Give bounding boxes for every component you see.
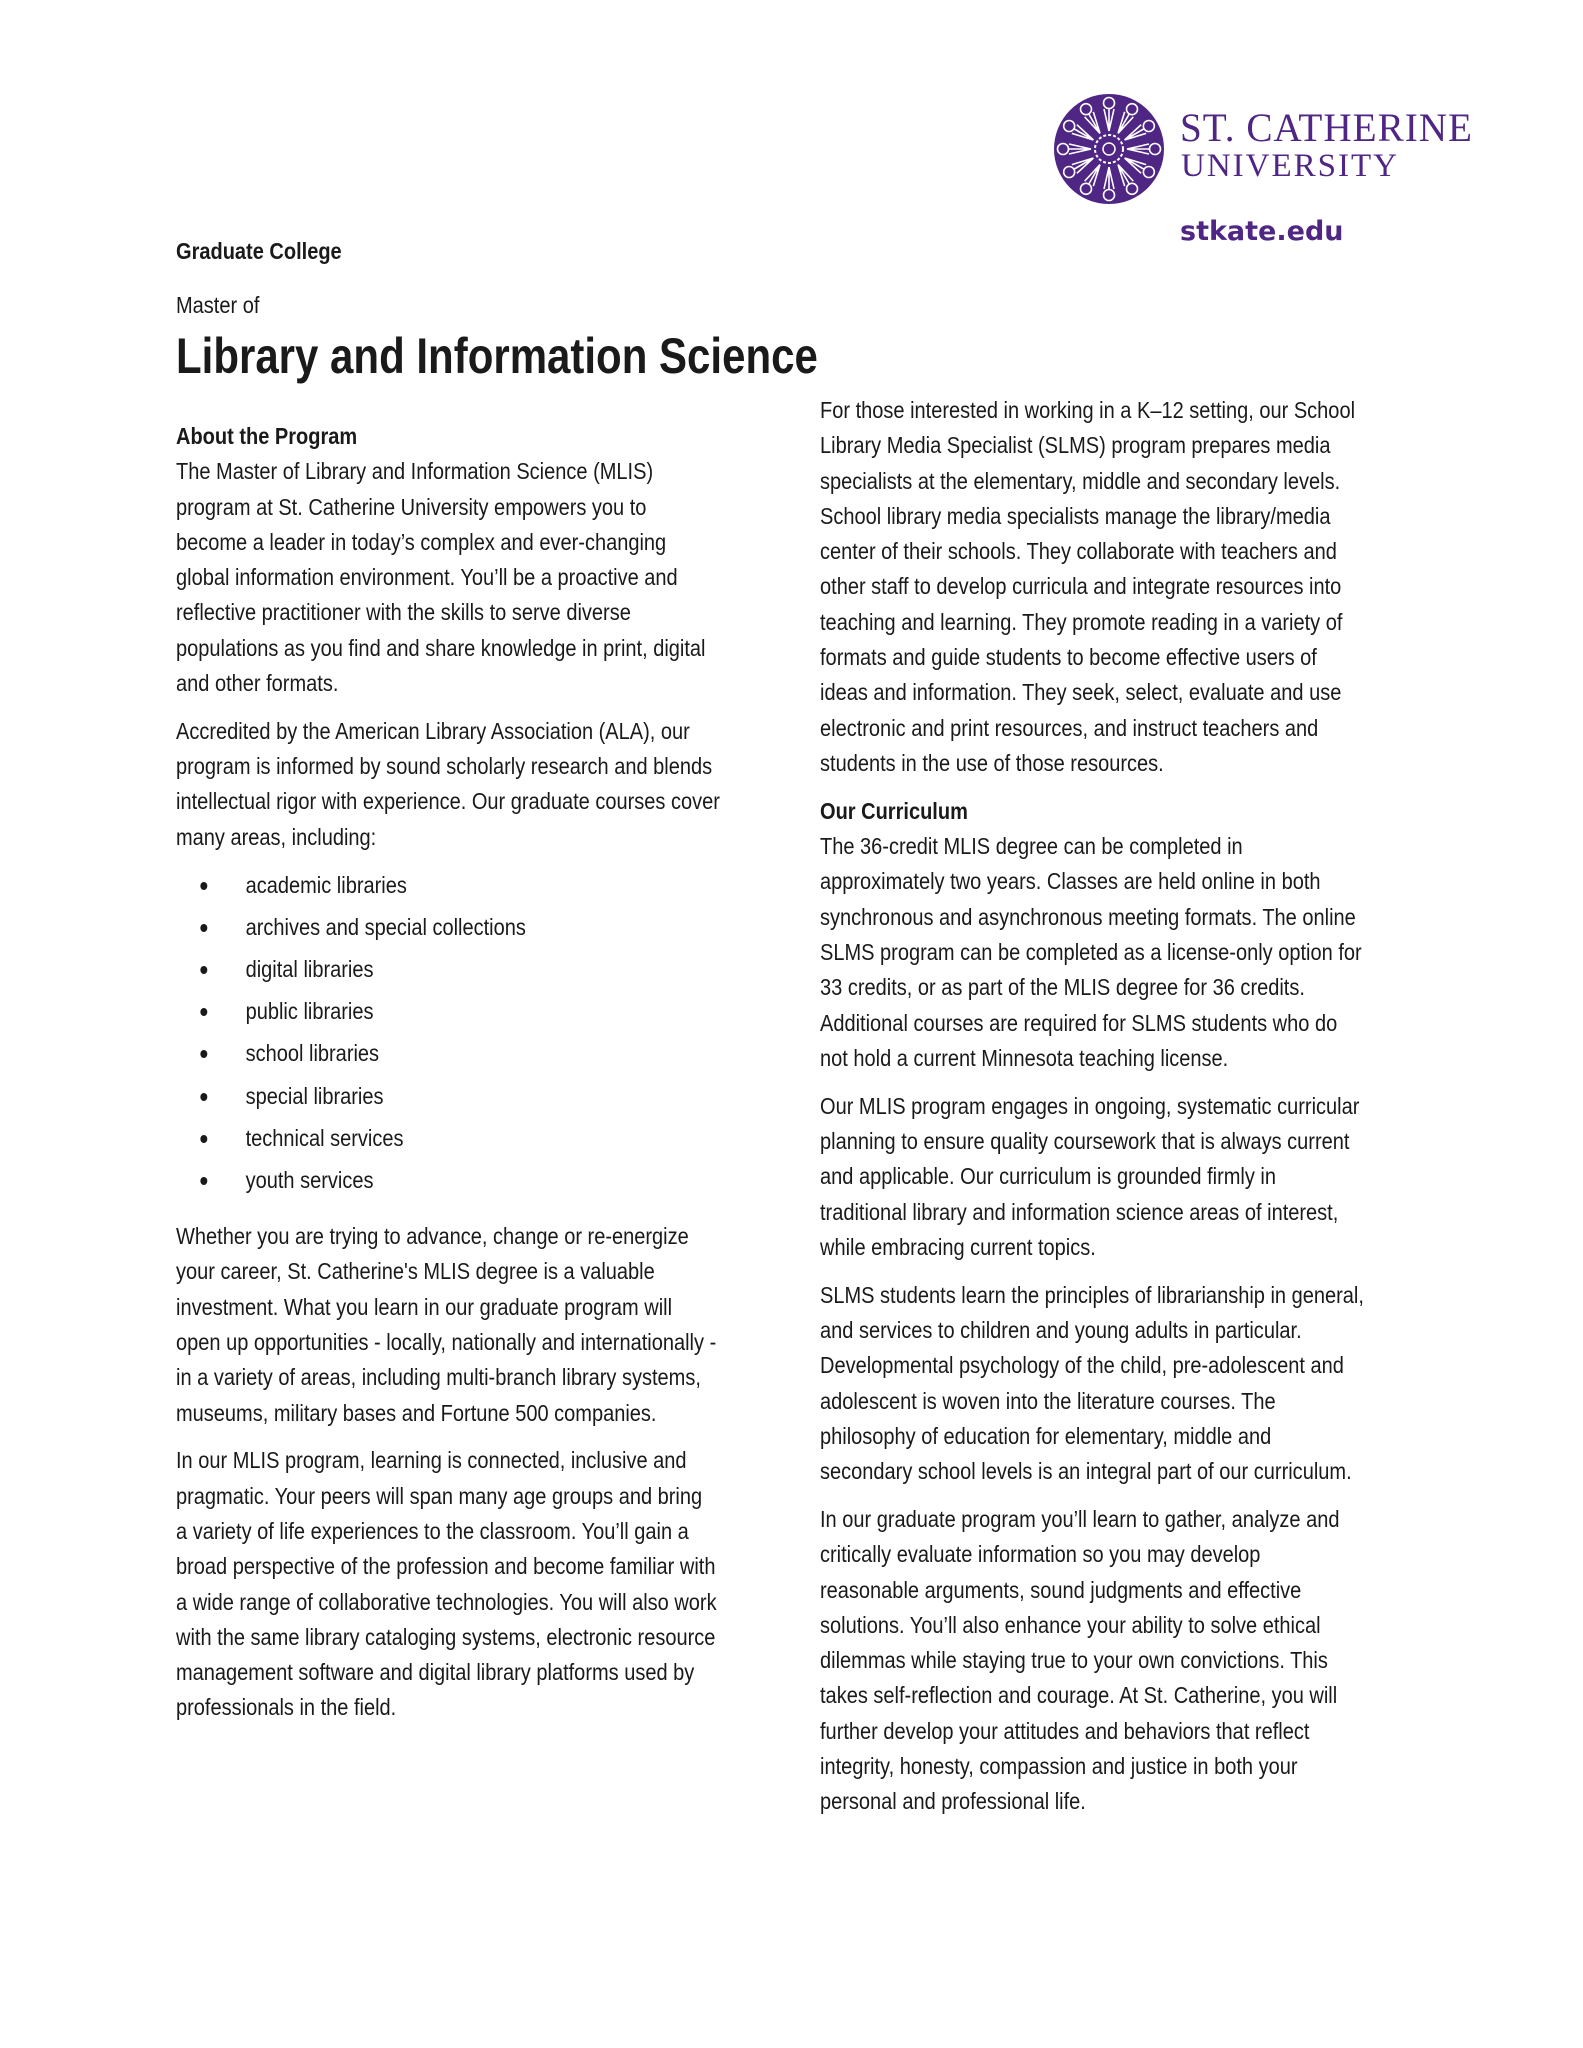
text-line: teaching and learning. They promote reading in a variety of — [820, 608, 1343, 635]
logo-url: stkate.edu — [1180, 216, 1344, 247]
text-line: in a variety of areas, including multi-branch library systems, — [176, 1364, 701, 1391]
bullet-icon — [200, 1135, 207, 1143]
bullet-icon — [200, 1008, 207, 1016]
text-line: professionals in the field. — [176, 1694, 397, 1721]
text-line: further develop your attitudes and behaviors that reflect — [820, 1717, 1310, 1744]
list-item — [176, 1163, 720, 1205]
text-line: reflective practitioner with the skills to serve diverse — [176, 599, 631, 626]
text-line: program is informed by sound scholarly research and blends — [176, 753, 713, 780]
text-line: 33 credits, or as part of the MLIS degree for 36 credits. — [820, 974, 1305, 1001]
text-line: SLMS students learn the principles of librarianship in general, — [820, 1281, 1364, 1308]
text-line: and applicable. Our curriculum is grounded firmly in — [820, 1163, 1277, 1190]
degree-prefix: Master of — [176, 292, 260, 318]
list-item-label: technical services — [245, 1124, 404, 1151]
text-line: critically evaluate information so you may develop — [820, 1541, 1261, 1568]
list-item-label: archives and special collections — [245, 913, 526, 940]
about-heading: About the Program — [176, 423, 358, 449]
list-item — [176, 1121, 720, 1163]
text-line: Our MLIS program engages in ongoing, systematic curricular — [820, 1092, 1360, 1119]
list-item — [176, 994, 720, 1036]
text-line: museums, military bases and Fortune 500 companies. — [176, 1399, 657, 1426]
text-line: global information environment. You’ll be a proactive and — [176, 564, 678, 591]
bullet-icon — [200, 1050, 207, 1058]
text-line: planning to ensure quality coursework that is always current — [820, 1127, 1350, 1154]
bullet-icon — [200, 966, 207, 974]
text-line: formats and guide students to become effective users of — [820, 644, 1317, 671]
logo-name: ST. CATHERINE — [1180, 105, 1473, 150]
text-line: open up opportunities - locally, nationally and internationally - — [176, 1328, 717, 1355]
logo-subtitle: UNIVERSITY — [1181, 148, 1399, 184]
text-line: Additional courses are required for SLMS students who do — [820, 1009, 1338, 1036]
text-line: personal and professional life. — [820, 1788, 1086, 1815]
text-line: students in the use of those resources. — [820, 749, 1164, 776]
outcomes-paragraph — [820, 1502, 1364, 1820]
text-line: not hold a current Minnesota teaching license. — [820, 1044, 1229, 1071]
list-item — [176, 910, 720, 952]
text-line: pragmatic. Your peers will span many age groups and bring — [176, 1482, 703, 1509]
list-item-label: special libraries — [245, 1082, 384, 1109]
planning-paragraph — [820, 1089, 1364, 1265]
text-line: and other formats. — [176, 670, 339, 697]
slms-paragraph — [820, 393, 1364, 781]
text-line: philosophy of education for elementary, middle and — [820, 1422, 1272, 1449]
text-line: intellectual rigor with experience. Our graduate courses cover — [176, 788, 720, 815]
text-line: electronic and print resources, and instruct teachers and — [820, 714, 1319, 741]
bullet-icon — [200, 1177, 207, 1185]
list-item-label: public libraries — [245, 998, 374, 1025]
text-line: broad perspective of the profession and become familiar with — [176, 1553, 716, 1580]
text-line: Whether you are trying to advance, change or re-energize — [176, 1223, 689, 1250]
text-line: traditional library and information science areas of interest, — [820, 1198, 1339, 1225]
text-line: management software and digital library platforms used by — [176, 1659, 695, 1686]
text-line: approximately two years. Classes are held online in both — [820, 868, 1321, 895]
text-line: In our MLIS program, learning is connected, inclusive and — [176, 1447, 687, 1474]
text-line: many areas, including: — [176, 823, 377, 850]
text-line: investment. What you learn in our graduate program will — [176, 1293, 673, 1320]
text-line: The 36-credit MLIS degree can be completed in — [820, 833, 1243, 860]
text-line: specialists at the elementary, middle and secondary levels. — [820, 467, 1341, 494]
list-item — [176, 868, 720, 910]
text-line: ideas and information. They seek, select, evaluate and use — [820, 679, 1342, 706]
areas-list — [176, 868, 720, 1206]
slms-students-paragraph — [820, 1278, 1364, 1490]
page-title: Library and Information Science — [176, 328, 818, 384]
list-item-label: school libraries — [245, 1040, 380, 1067]
right-column — [820, 393, 1364, 1832]
text-line: Accredited by the American Library Association (ALA), our — [176, 717, 690, 744]
text-line: populations as you find and share knowledge in print, digital — [176, 634, 706, 661]
career-paragraph — [176, 1219, 720, 1431]
text-line: your career, St. Catherine's MLIS degree is a valuable — [176, 1258, 655, 1285]
list-item — [176, 952, 720, 994]
university-logo — [1050, 90, 1510, 260]
list-item — [176, 1036, 720, 1078]
list-item — [176, 1079, 720, 1121]
text-line: secondary school levels is an integral part of our curriculum. — [820, 1458, 1352, 1485]
bullet-icon — [200, 1093, 207, 1101]
text-line: become a leader in today’s complex and ever-changing — [176, 528, 667, 555]
text-line: School library media specialists manage the library/media — [820, 502, 1331, 529]
text-line: synchronous and asynchronous meeting formats. The online — [820, 903, 1356, 930]
text-line: Developmental psychology of the child, pre-adolescent and — [820, 1352, 1344, 1379]
text-line: a wide range of collaborative technologies. You will also work — [176, 1588, 717, 1615]
bullet-icon — [200, 882, 207, 890]
text-line: reasonable arguments, sound judgments and effective — [820, 1576, 1302, 1603]
text-line: For those interested in working in a K–12 setting, our School — [820, 397, 1356, 423]
text-line: takes self-reflection and courage. At St. Catherine, you will — [820, 1682, 1338, 1709]
about-paragraph — [176, 454, 720, 701]
list-item-label: academic libraries — [245, 871, 407, 898]
text-line: center of their schools. They collaborate with teachers and — [820, 538, 1337, 565]
accreditation-paragraph — [176, 714, 720, 855]
text-line: The Master of Library and Information Science (MLIS) — [176, 458, 654, 485]
text-line: integrity, honesty, compassion and justice in both your — [820, 1752, 1298, 1779]
left-column — [176, 419, 720, 1738]
text-line: other staff to develop curricula and integrate resources into — [820, 573, 1342, 600]
text-line: program at St. Catherine University empowers you to — [176, 493, 647, 520]
text-line: and services to children and young adults in particular. — [820, 1316, 1302, 1343]
bullet-icon — [200, 924, 207, 932]
list-item-label: youth services — [245, 1166, 374, 1193]
credits-paragraph — [820, 829, 1364, 1076]
list-item-label: digital libraries — [245, 955, 374, 982]
rose-window-icon — [1053, 93, 1165, 205]
text-line: a variety of life experiences to the classroom. You’ll gain a — [176, 1517, 689, 1544]
text-line: adolescent is woven into the literature courses. The — [820, 1387, 1276, 1414]
text-line: solutions. You’ll also enhance your ability to solve ethical — [820, 1611, 1321, 1638]
text-line: with the same library cataloging systems, electronic resource — [176, 1623, 716, 1650]
text-line: while embracing current topics. — [820, 1233, 1096, 1260]
text-line: Library Media Specialist (SLMS) program prepares media — [820, 432, 1331, 459]
college-label: Graduate College — [176, 238, 342, 264]
text-line: In our graduate program you’ll learn to gather, analyze and — [820, 1505, 1340, 1532]
learning-paragraph — [176, 1443, 720, 1725]
text-line: SLMS program can be completed as a license-only option for — [820, 938, 1362, 965]
text-line: dilemmas while staying true to your own convictions. This — [820, 1647, 1328, 1674]
curriculum-heading: Our Curriculum — [820, 797, 968, 824]
